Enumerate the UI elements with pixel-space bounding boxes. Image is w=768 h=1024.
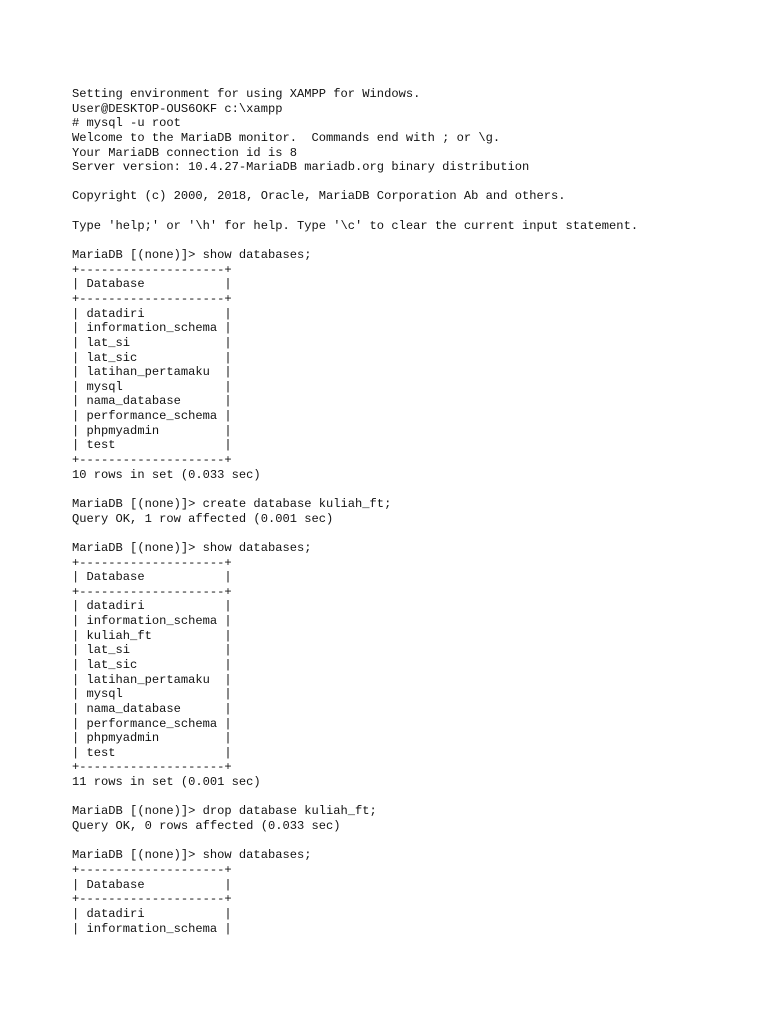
console-line: Server version: 10.4.27-MariaDB mariadb.org binary distribution — [72, 160, 530, 175]
console-line: | information_schema | — [72, 614, 232, 629]
console-line: +--------------------+ — [72, 584, 232, 599]
console-line: # mysql -u root — [72, 116, 181, 131]
blank-line — [72, 482, 752, 497]
console-line: | kuliah_ft | — [72, 628, 232, 643]
console-line: | test | — [72, 438, 232, 453]
console-line: MariaDB [(none)]> drop database kuliah_ft; — [72, 804, 377, 819]
console-line: | phpmyadmin | — [72, 731, 232, 746]
blank-line — [72, 233, 752, 248]
console-line: +--------------------+ — [72, 291, 232, 306]
console-line: | datadiri | — [72, 599, 232, 614]
console-line: | performance_schema | — [72, 409, 232, 424]
console-line: MariaDB [(none)]> show databases; — [72, 540, 312, 555]
console-line: | lat_sic | — [72, 657, 232, 672]
blank-line — [72, 204, 752, 219]
console-line: MariaDB [(none)]> show databases; — [72, 248, 312, 263]
console-line: | nama_database | — [72, 701, 232, 716]
console-line: | test | — [72, 745, 232, 760]
console-line: +--------------------+ — [72, 262, 232, 277]
console-transcript — [72, 87, 752, 936]
console-line: +--------------------+ — [72, 862, 232, 877]
console-line: | information_schema | — [72, 321, 232, 336]
console-line: Setting environment for using XAMPP for Windows. — [72, 87, 421, 101]
console-line: | information_schema | — [72, 921, 232, 936]
console-line: | nama_database | — [72, 394, 232, 409]
console-line: 11 rows in set (0.001 sec) — [72, 775, 261, 790]
console-line: | latihan_pertamaku | — [72, 672, 232, 687]
console-line: | mysql | — [72, 379, 232, 394]
console-line: | phpmyadmin | — [72, 423, 232, 438]
console-line: | Database | — [72, 277, 232, 292]
console-line: | Database | — [72, 570, 232, 585]
console-line: Welcome to the MariaDB monitor. Commands end with ; or \g. — [72, 130, 501, 145]
blank-line — [72, 526, 752, 541]
blank-line — [72, 790, 752, 805]
console-line: | datadiri | — [72, 906, 232, 921]
console-line: MariaDB [(none)]> show databases; — [72, 848, 312, 863]
console-line: | Database | — [72, 877, 232, 892]
console-line: Query OK, 1 row affected (0.001 sec) — [72, 511, 334, 526]
blank-line — [72, 175, 752, 190]
console-line: User@DESKTOP-OUS6OKF c:\xampp — [72, 101, 283, 116]
console-line: Your MariaDB connection id is 8 — [72, 145, 297, 160]
console-line: Query OK, 0 rows affected (0.033 sec) — [72, 819, 341, 834]
console-line: | lat_si | — [72, 643, 232, 658]
console-line: | performance_schema | — [72, 716, 232, 731]
console-line: +--------------------+ — [72, 760, 232, 775]
console-line: Copyright (c) 2000, 2018, Oracle, MariaDB Corporation Ab and others. — [72, 189, 566, 204]
console-line: | lat_si | — [72, 335, 232, 350]
console-line: | mysql | — [72, 687, 232, 702]
console-line: | lat_sic | — [72, 350, 232, 365]
console-line: +--------------------+ — [72, 555, 232, 570]
console-line: +--------------------+ — [72, 892, 232, 907]
blank-line — [72, 834, 752, 849]
console-line: Type 'help;' or '\h' for help. Type '\c' to clear the current input statement. — [72, 218, 639, 233]
console-line: MariaDB [(none)]> create database kuliah_ft; — [72, 496, 392, 511]
console-line: | datadiri | — [72, 306, 232, 321]
console-line: 10 rows in set (0.033 sec) — [72, 467, 261, 482]
console-line: +--------------------+ — [72, 453, 232, 468]
console-line: | latihan_pertamaku | — [72, 365, 232, 380]
